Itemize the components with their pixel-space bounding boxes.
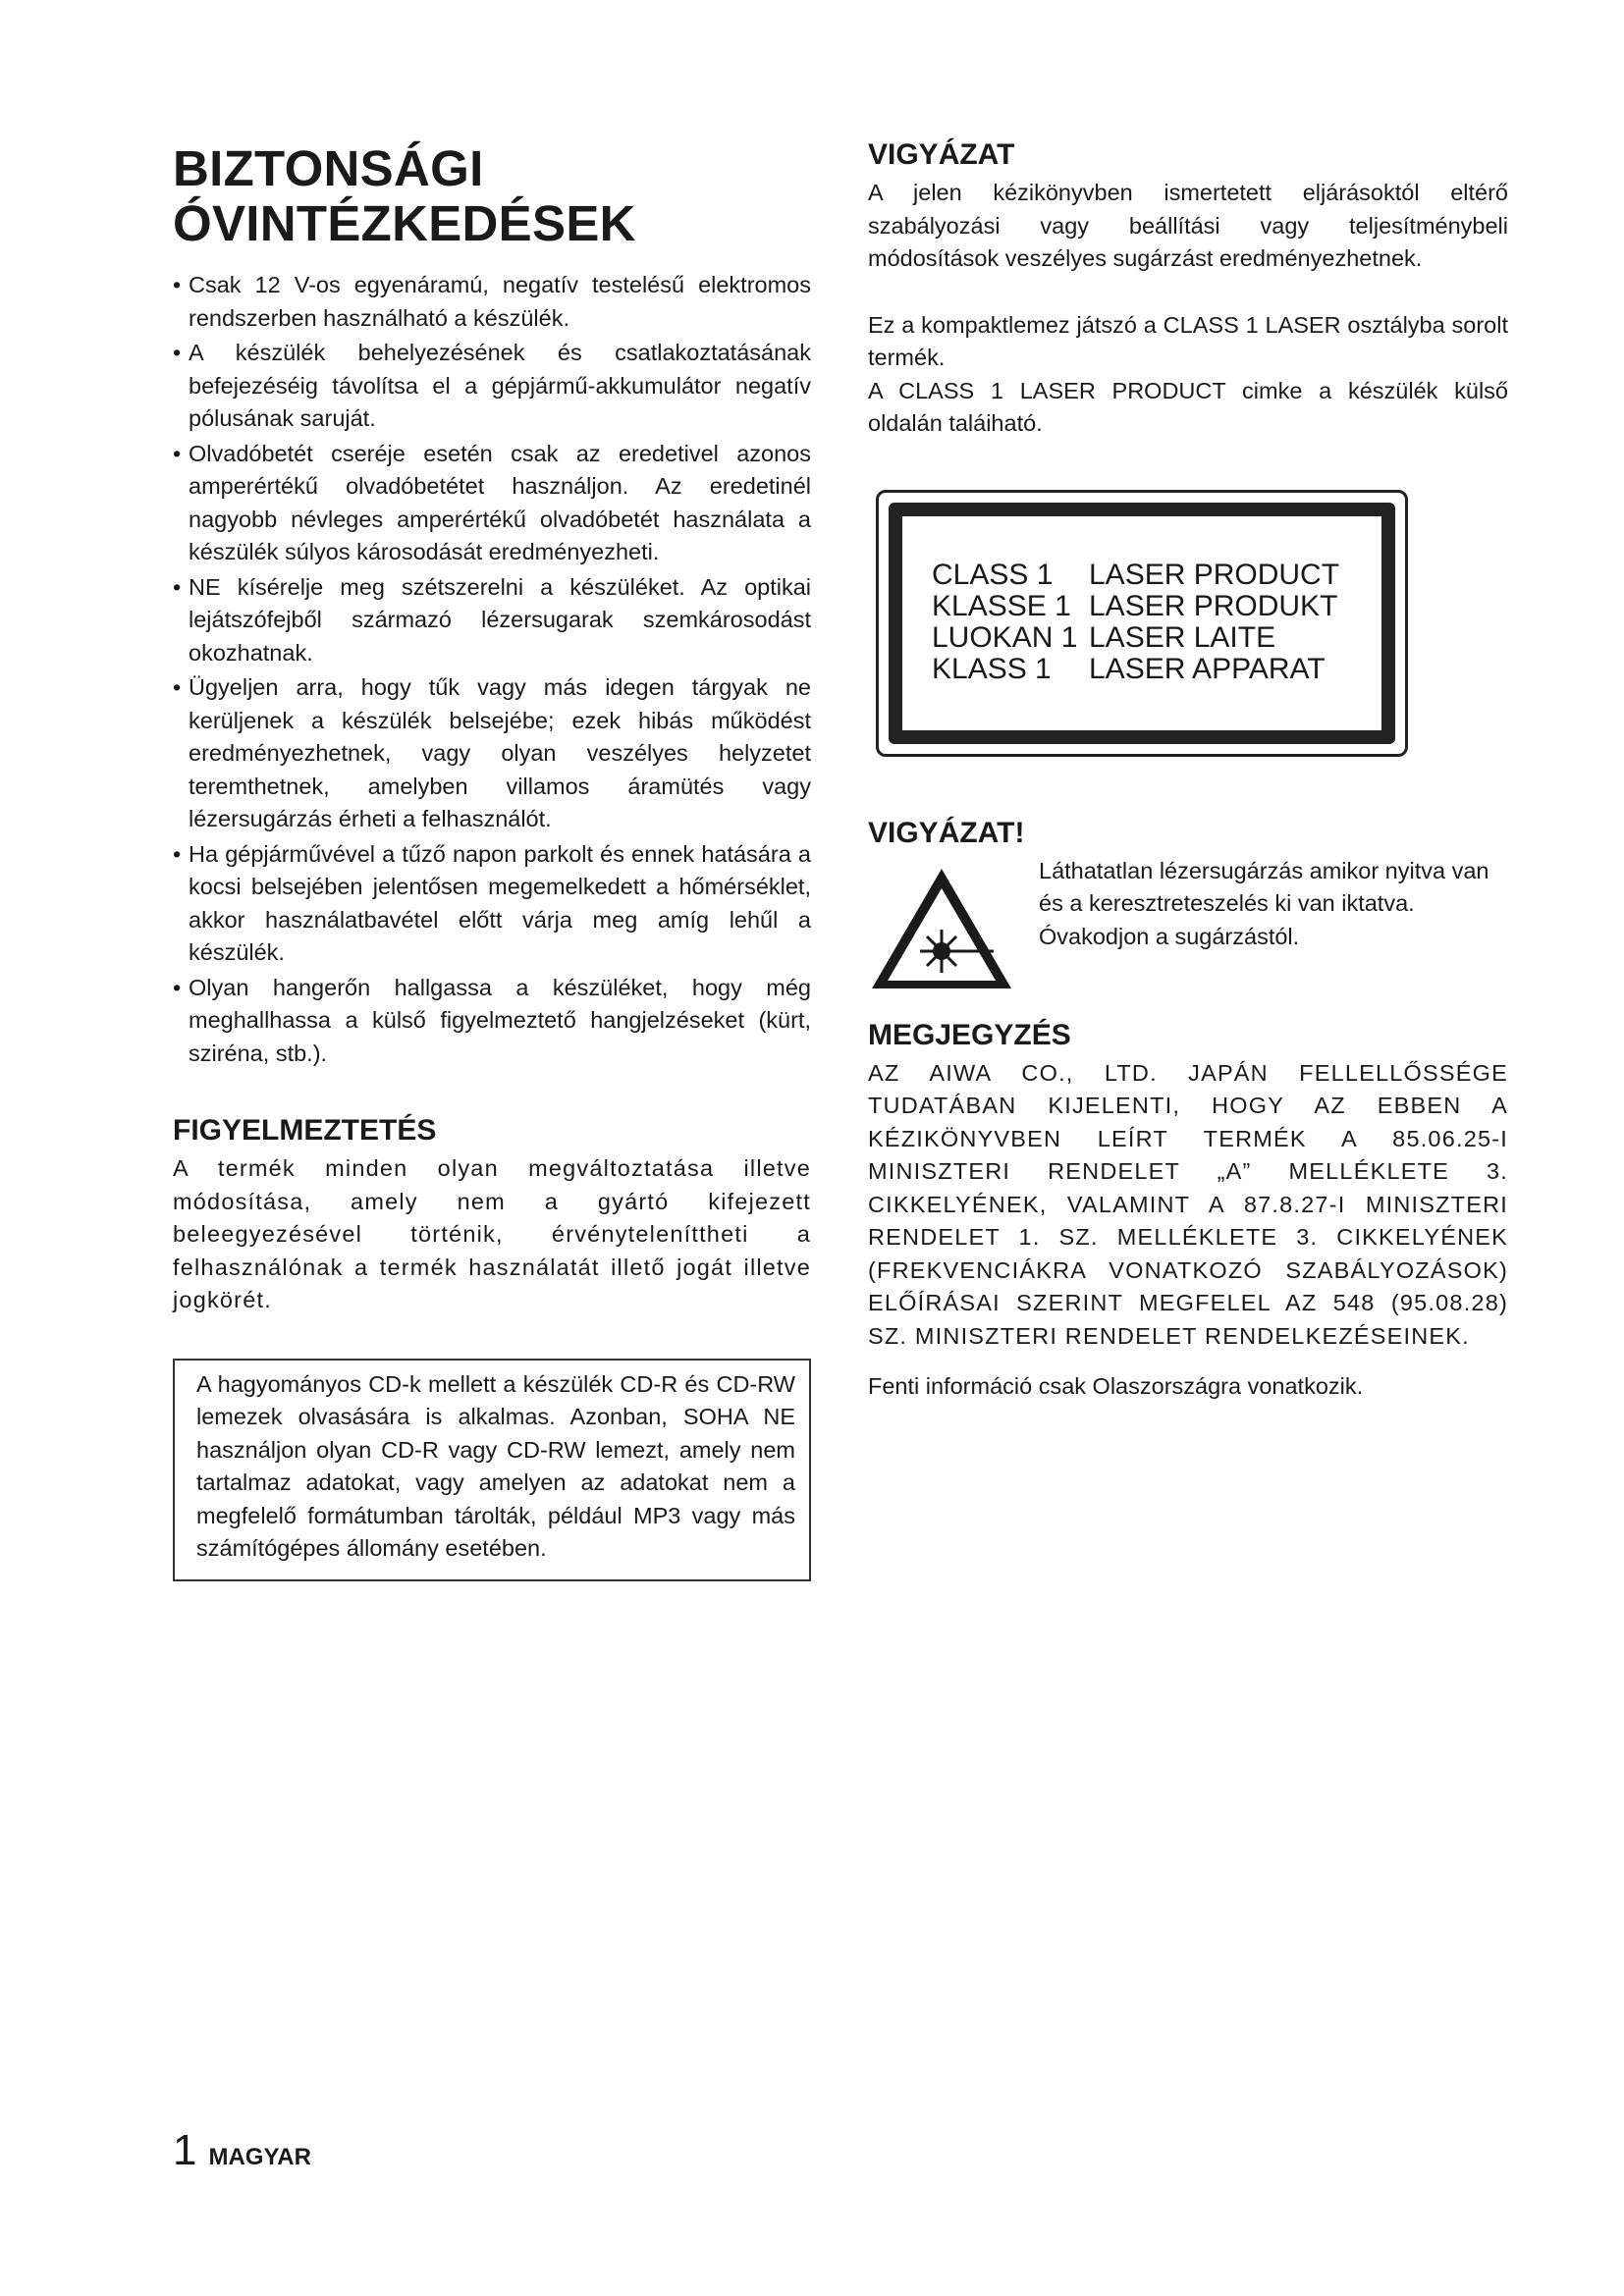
caution-text: A jelen kézikönyvben ismertetett eljárásoktól eltérő szabályozási vagy beállítási vagy teljesítménybeli módosítások veszélyes sugárzást eredményezhetnek.: [868, 180, 1508, 271]
list-item: • Olyan hangerőn hallgassa a készüléket, hogy még meghallhassa a külső figyelmeztető hangjelzéseket (kürt, sziréna, stb.).: [173, 972, 811, 1071]
laser-label-line: CLASS 1 LASER PRODUCT: [932, 558, 1340, 591]
note-heading: MEGJEGYZÉS: [868, 1018, 1071, 1051]
laser-label-line: KLASS 1 LASER APPARAT: [932, 652, 1326, 685]
laser-warning-row: [868, 855, 1508, 983]
laser-label-line: LUOKAN 1 LASER LAITE: [932, 620, 1276, 654]
laser-label-line: KLASSE 1 LASER PRODUKT: [932, 589, 1338, 622]
laser-warning-text: Láthatatlan lézersugárzás amikor nyitva van és a keresztreteszelés ki van iktatva. Óvakodjon a sugárzástól.: [1039, 857, 1489, 949]
cd-note-text: A hagyományos CD-k mellett a készülék CD-R és CD-RW lemezek olvasására is alkalmas. Azonban, SOHA NE használjon olyan CD-R vagy CD-RW lemezt, amely nem tartalmaz adatokat, vagy amelyen az adatokat nem a megfelelő formátumban tárolták, például MP3 vagy más számítógépes állomány esetében.: [196, 1370, 795, 1561]
list-item: • Csak 12 V-os egyenáramú, negatív testelésű elektromos rendszerben használható a készülék.: [173, 269, 811, 335]
cd-note-box: [173, 1359, 811, 1581]
list-item: • Ügyeljen arra, hogy tűk vagy más idegen tárgyak ne kerüljenek a készülék belsejébe; ezek hibás működést eredményezhetnek, vagy olyan veszélyes helyzetet teremthetnek, amelyben villamos áramütés vagy lézersugárzás érheti a felhasználót.: [173, 671, 811, 836]
warning-text: A termék minden olyan megváltoztatása illetve módosítása, amely nem a gyártó kifejezett beleegyezésével történik, érvényteleníttheti a felhasználónak a termék használatát illető jogát illetve jogkörét.: [173, 1155, 811, 1312]
warning-heading: FIGYELMEZTETÉS: [173, 1114, 437, 1147]
list-item: • A készülék behelyezésének és csatlakoztatásának befejezéséig távolítsa el a gépjármű-akkumulátor negatív pólusának saruját.: [173, 337, 811, 436]
safety-list: [173, 269, 811, 1070]
page-title: BIZTONSÁGI ÓVINTÉZKEDÉSEK: [173, 140, 636, 251]
class-text-2: A CLASS 1 LASER PRODUCT cimke a készülék külső oldalán taláiható.: [868, 377, 1508, 436]
class-text-1: Ez a kompaktlemez játszó a CLASS 1 LASER osztályba sorolt termék.: [868, 311, 1508, 370]
note-text-caps: AZ AIWA CO., LTD. JAPÁN FELLELLŐSSÉGE TUDATÁBAN KIJELENTI, HOGY AZ EBBEN A KÉZIKÖNYVBEN LEÍRT TERMÉK A 85.06.25-I MINISZTERI RENDELET „A” MELLÉKLETE 3. CIKKELYÉNEK, VALAMINT A 87.8.27-I MINISZTERI RENDELET 1. SZ. MELLÉKLETE 3. CIKKELYÉNEK (FREKVENCIÁKRA VONATKOZÓ SZABÁLYOZÁSOK) ELŐÍRÁSAI SZERINT MEGFELEL AZ 548 (95.08.28) SZ. MINISZTERI RENDELET RENDELKEZÉSEINEK.: [868, 1059, 1508, 1349]
left-column: [173, 137, 811, 1581]
list-item: • Olvadóbetét cseréje esetén csak az eredetivel azonos amperértékű olvadóbetétet használjon. Az eredetinél nagyobb névleges amperértékű olvadóbetét használata a készülék súlyos károsodását eredményezheti.: [173, 438, 811, 569]
right-column: [868, 137, 1508, 1404]
laser-hazard-triangle-icon: [868, 865, 1015, 997]
laser-class-label: [876, 490, 1408, 757]
page-language: MAGYAR: [208, 2144, 311, 2170]
list-item: • NE kísérelje meg szétszerelni a készüléket. Az optikai lejátszófejből származó lézersugarak szemkárosodást okozhatnak.: [173, 571, 811, 670]
page-number: 1: [173, 2126, 197, 2174]
note-text-italy: Fenti információ csak Olaszországra vonatkozik.: [868, 1373, 1364, 1399]
caution-heading: VIGYÁZAT: [868, 138, 1015, 171]
page-footer: [173, 2126, 311, 2175]
caution2-heading: VIGYÁZAT!: [868, 816, 1025, 849]
laser-label-text: [932, 560, 1339, 685]
list-item: • Ha gépjárművével a tűző napon parkolt és ennek hatására a kocsi belsejében jelentősen megemelkedett a hőmérséklet, akkor használatbavétel előtt várja meg amíg lehűl a készülék.: [173, 838, 811, 970]
